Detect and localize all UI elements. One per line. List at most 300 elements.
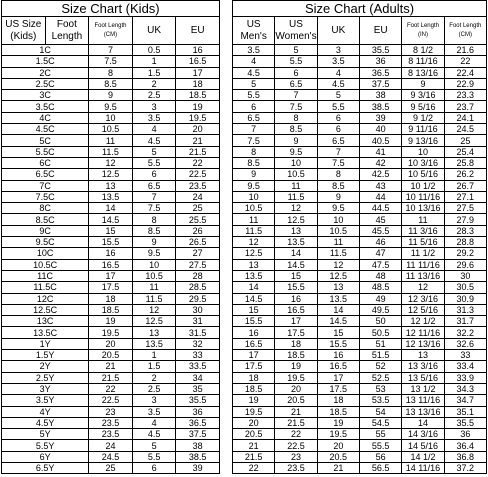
kids-cell-uk: 2 [132, 78, 176, 89]
adults-cell-us-womens: 6 [275, 67, 317, 78]
adults-cell-us-mens: 4.5 [233, 67, 275, 78]
adults-table-row [233, 157, 487, 168]
kids-cell-foot-length: 23.5 [89, 429, 133, 440]
adults-size-table [232, 0, 487, 474]
adults-cell-uk: 9 [317, 191, 359, 202]
adults-table-row [233, 191, 487, 202]
adults-cell-us-mens: 11 [233, 214, 275, 225]
adults-cell-foot-length-in: 8 1/2 [402, 45, 444, 56]
adults-cell-us-mens: 20.5 [233, 429, 275, 440]
kids-cell-uk: 3 [132, 395, 176, 406]
kids-cell-uk: 10 [132, 259, 176, 270]
kids-cell-uk: 2.5 [132, 90, 176, 101]
adults-cell-us-womens: 21 [275, 406, 317, 417]
kids-table-row [2, 372, 220, 383]
adults-cell-us-mens: 20 [233, 417, 275, 428]
adults-cell-eu: 52 [359, 361, 401, 372]
kids-cell-eu: 26 [176, 225, 220, 236]
adults-cell-foot-length-cm: 29.6 [444, 259, 486, 270]
adults-table-row [233, 451, 487, 462]
kids-cell-foot-length: 8.5 [89, 78, 133, 89]
adults-cell-us-mens: 14.5 [233, 293, 275, 304]
kids-cell-eu: 21.5 [176, 146, 220, 157]
adults-cell-foot-length-in: 8 11/16 [402, 56, 444, 67]
adults-cell-foot-length-in: 9 5/16 [402, 101, 444, 112]
kids-cell-us-size: 4C [2, 112, 89, 123]
adults-table-row [233, 203, 487, 214]
kids-cell-us-size: 5.5C [2, 146, 89, 157]
kids-table-row [2, 180, 220, 191]
kids-cell-uk: 4 [132, 417, 176, 428]
adults-cell-us-mens: 7 [233, 124, 275, 135]
adults-cell-eu: 43 [359, 180, 401, 191]
kids-table-row [2, 67, 220, 78]
adults-cell-foot-length-cm: 36.4 [444, 440, 486, 451]
adults-cell-foot-length-cm: 23.7 [444, 101, 486, 112]
adults-table-row [233, 462, 487, 473]
adults-cell-us-mens: 10 [233, 191, 275, 202]
kids-cell-eu: 36 [176, 406, 220, 417]
kids-size-table [1, 0, 220, 474]
adults-cell-us-womens: 14.5 [275, 259, 317, 270]
kids-cell-uk: 7 [132, 191, 176, 202]
kids-cell-uk: 1 [132, 56, 176, 67]
kids-table-row [2, 248, 220, 259]
adults-cell-uk: 15 [317, 327, 359, 338]
adults-cell-foot-length-in: 13 11/16 [402, 395, 444, 406]
adults-cell-foot-length-cm: 29.2 [444, 248, 486, 259]
adults-cell-foot-length-cm: 22.4 [444, 67, 486, 78]
kids-cell-us-size: 2.5Y [2, 372, 89, 383]
kids-cell-eu: 22.5 [176, 169, 220, 180]
kids-cell-foot-length: 12.5 [89, 169, 133, 180]
kids-cell-eu: 16.5 [176, 56, 220, 67]
kids-cell-eu: 25 [176, 203, 220, 214]
kids-table-row [2, 157, 220, 168]
kids-cell-uk: 4.5 [132, 429, 176, 440]
adults-header-us-mens: US Men's [233, 17, 275, 45]
adults-cell-foot-length-in: 10 5/16 [402, 169, 444, 180]
adults-cell-foot-length-cm: 30.5 [444, 282, 486, 293]
kids-cell-us-size: 5C [2, 135, 89, 146]
kids-cell-us-size: 2.5C [2, 78, 89, 89]
kids-cell-us-size: 13.5C [2, 327, 89, 338]
adults-table-row [233, 372, 487, 383]
adults-cell-uk: 12 [317, 259, 359, 270]
kids-cell-eu: 33 [176, 350, 220, 361]
kids-cell-foot-length: 19.5 [89, 327, 133, 338]
kids-cell-us-size: 7C [2, 180, 89, 191]
adults-cell-foot-length-cm: 37.2 [444, 462, 486, 473]
adults-cell-us-mens: 17.5 [233, 361, 275, 372]
adults-cell-uk: 16 [317, 350, 359, 361]
kids-table-row [2, 316, 220, 327]
kids-cell-us-size: 1.5Y [2, 350, 89, 361]
adults-cell-uk: 5 [317, 90, 359, 101]
adults-cell-foot-length-in: 11 11/16 [402, 259, 444, 270]
adults-table-row [233, 361, 487, 372]
kids-cell-foot-length: 14.5 [89, 214, 133, 225]
kids-cell-foot-length: 17 [89, 270, 133, 281]
kids-cell-us-size: 6.5Y [2, 462, 89, 473]
kids-cell-eu: 23.5 [176, 180, 220, 191]
kids-table-row [2, 101, 220, 112]
adults-cell-uk: 15.5 [317, 338, 359, 349]
adults-cell-eu: 36 [359, 56, 401, 67]
adults-table-row [233, 169, 487, 180]
kids-table-row [2, 124, 220, 135]
adults-cell-uk: 3.5 [317, 56, 359, 67]
kids-cell-foot-length: 12 [89, 157, 133, 168]
adults-table-row [233, 417, 487, 428]
adults-cell-foot-length-cm: 32.2 [444, 327, 486, 338]
adults-cell-foot-length-cm: 34.3 [444, 383, 486, 394]
adults-cell-eu: 54.5 [359, 417, 401, 428]
kids-cell-foot-length: 13 [89, 180, 133, 191]
kids-table-row [2, 338, 220, 349]
adults-table-body [233, 45, 487, 474]
adults-cell-foot-length-cm: 33 [444, 350, 486, 361]
kids-header-us-size: US Size (Kids) [2, 17, 46, 45]
kids-cell-us-size: 4.5C [2, 124, 89, 135]
adults-header-eu: EU [359, 17, 401, 45]
kids-table-row [2, 90, 220, 101]
adults-cell-foot-length-cm: 21.6 [444, 45, 486, 56]
kids-cell-us-size: 13C [2, 316, 89, 327]
adults-cell-us-mens: 7.5 [233, 135, 275, 146]
adults-cell-foot-length-in: 14 [402, 417, 444, 428]
adults-cell-us-mens: 6.5 [233, 112, 275, 123]
adults-cell-us-womens: 19 [275, 361, 317, 372]
kids-cell-eu: 38 [176, 440, 220, 451]
adults-cell-us-womens: 5.5 [275, 56, 317, 67]
adults-cell-foot-length-cm: 33.4 [444, 361, 486, 372]
adults-cell-us-womens: 9 [275, 135, 317, 146]
adults-cell-us-mens: 12.5 [233, 248, 275, 259]
kids-cell-us-size: 2Y [2, 361, 89, 372]
adults-cell-uk: 16.5 [317, 361, 359, 372]
adults-cell-foot-length-cm: 31.7 [444, 316, 486, 327]
adults-cell-foot-length-in: 12 1/2 [402, 316, 444, 327]
adults-cell-foot-length-cm: 26.7 [444, 180, 486, 191]
kids-cell-eu: 25.5 [176, 214, 220, 225]
adults-cell-foot-length-in: 9 11/16 [402, 124, 444, 135]
kids-table-row [2, 146, 220, 157]
kids-cell-us-size: 5.5Y [2, 440, 89, 451]
adults-cell-eu: 55 [359, 429, 401, 440]
kids-cell-uk: 8.5 [132, 225, 176, 236]
adults-cell-eu: 55.5 [359, 440, 401, 451]
adults-cell-eu: 44 [359, 191, 401, 202]
kids-cell-uk: 9 [132, 237, 176, 248]
adults-table-row [233, 124, 487, 135]
adults-cell-us-womens: 7 [275, 90, 317, 101]
adults-table-row [233, 429, 487, 440]
adults-cell-foot-length-in: 9 13/16 [402, 135, 444, 146]
adults-cell-foot-length-in: 9 [402, 78, 444, 89]
adults-cell-foot-length-cm: 34.7 [444, 395, 486, 406]
adults-cell-uk: 13.5 [317, 293, 359, 304]
kids-cell-uk: 7.5 [132, 203, 176, 214]
kids-cell-eu: 19.5 [176, 112, 220, 123]
kids-cell-eu: 18.5 [176, 90, 220, 101]
adults-cell-foot-length-cm: 36 [444, 429, 486, 440]
adults-cell-uk: 3 [317, 45, 359, 56]
kids-table-row [2, 440, 220, 451]
kids-header-foot-length: Foot Length [45, 17, 89, 45]
adults-cell-uk: 4.5 [317, 78, 359, 89]
adults-cell-foot-length-cm: 27.9 [444, 214, 486, 225]
kids-cell-us-size: 3.5C [2, 101, 89, 112]
adults-cell-foot-length-in: 11 [402, 214, 444, 225]
adults-cell-uk: 7 [317, 146, 359, 157]
adults-cell-us-mens: 3.5 [233, 45, 275, 56]
kids-cell-foot-length: 15.5 [89, 237, 133, 248]
adults-cell-uk: 5.5 [317, 101, 359, 112]
adults-cell-eu: 42 [359, 157, 401, 168]
adults-cell-us-womens: 15.5 [275, 282, 317, 293]
adults-cell-foot-length-in: 14 11/16 [402, 462, 444, 473]
kids-table-row [2, 112, 220, 123]
kids-cell-eu: 39 [176, 462, 220, 473]
kids-cell-foot-length: 13.5 [89, 191, 133, 202]
adults-cell-uk: 19.5 [317, 429, 359, 440]
kids-cell-eu: 27.5 [176, 259, 220, 270]
kids-cell-eu: 26.5 [176, 237, 220, 248]
adults-cell-foot-length-cm: 25.8 [444, 157, 486, 168]
adults-cell-foot-length-in: 11 3/16 [402, 225, 444, 236]
adults-cell-foot-length-in: 10 13/16 [402, 203, 444, 214]
kids-cell-uk: 6 [132, 169, 176, 180]
adults-cell-eu: 48 [359, 270, 401, 281]
adults-table-row [233, 440, 487, 451]
kids-cell-uk: 2 [132, 372, 176, 383]
kids-cell-foot-length: 14 [89, 203, 133, 214]
adults-table-row [233, 237, 487, 248]
adults-cell-foot-length-cm: 33.9 [444, 372, 486, 383]
kids-header-eu: EU [176, 17, 220, 45]
kids-table-row [2, 214, 220, 225]
kids-cell-foot-length: 7 [89, 45, 133, 56]
adults-cell-uk: 14 [317, 304, 359, 315]
kids-cell-uk: 1 [132, 350, 176, 361]
adults-cell-us-womens: 10.5 [275, 169, 317, 180]
kids-cell-uk: 2.5 [132, 383, 176, 394]
adults-cell-eu: 52.5 [359, 372, 401, 383]
adults-cell-us-womens: 19.5 [275, 372, 317, 383]
adults-table-row [233, 338, 487, 349]
kids-cell-us-size: 4Y [2, 406, 89, 417]
adults-cell-us-womens: 17.5 [275, 327, 317, 338]
adults-cell-eu: 50 [359, 316, 401, 327]
adults-cell-foot-length-in: 9 1/2 [402, 112, 444, 123]
adults-table-row [233, 180, 487, 191]
adults-cell-us-mens: 17 [233, 350, 275, 361]
adults-cell-foot-length-in: 8 13/16 [402, 67, 444, 78]
adults-cell-foot-length-cm: 35.5 [444, 417, 486, 428]
kids-cell-foot-length: 24.5 [89, 451, 133, 462]
adults-table-row [233, 67, 487, 78]
adults-cell-eu: 39 [359, 112, 401, 123]
adults-cell-foot-length-cm: 22.9 [444, 78, 486, 89]
kids-table-row [2, 304, 220, 315]
kids-table-title: Size Chart (Kids) [2, 1, 220, 17]
adults-cell-foot-length-cm: 28.8 [444, 237, 486, 248]
adults-cell-foot-length-in: 14 3/16 [402, 429, 444, 440]
kids-cell-us-size: 4.5Y [2, 417, 89, 428]
adults-cell-foot-length-in: 14 5/16 [402, 440, 444, 451]
adults-cell-eu: 50.5 [359, 327, 401, 338]
adults-cell-eu: 42.5 [359, 169, 401, 180]
kids-cell-uk: 3 [132, 101, 176, 112]
kids-cell-foot-length: 25 [89, 462, 133, 473]
kids-header-uk: UK [132, 17, 176, 45]
adults-header-uk: UK [317, 17, 359, 45]
kids-cell-foot-length: 19 [89, 316, 133, 327]
adults-table-row [233, 248, 487, 259]
kids-table-row [2, 78, 220, 89]
kids-cell-uk: 12.5 [132, 316, 176, 327]
kids-table-row [2, 225, 220, 236]
adults-cell-us-mens: 12 [233, 237, 275, 248]
adults-cell-uk: 10.5 [317, 225, 359, 236]
kids-cell-foot-length: 22 [89, 383, 133, 394]
kids-cell-eu: 35 [176, 383, 220, 394]
kids-table-row [2, 56, 220, 67]
adults-cell-foot-length-in: 11 13/16 [402, 270, 444, 281]
adults-cell-foot-length-cm: 24.5 [444, 124, 486, 135]
kids-cell-uk: 4.5 [132, 135, 176, 146]
adults-cell-eu: 51 [359, 338, 401, 349]
adults-cell-us-mens: 4 [233, 56, 275, 67]
adults-cell-us-womens: 17 [275, 316, 317, 327]
adults-cell-us-womens: 9.5 [275, 146, 317, 157]
adults-table-row [233, 304, 487, 315]
kids-cell-uk: 3.5 [132, 112, 176, 123]
adults-cell-eu: 37.5 [359, 78, 401, 89]
kids-cell-us-size: 6Y [2, 451, 89, 462]
adults-cell-us-womens: 12.5 [275, 214, 317, 225]
adults-table-row [233, 395, 487, 406]
adults-cell-us-womens: 13.5 [275, 237, 317, 248]
kids-cell-eu: 31.5 [176, 327, 220, 338]
adults-cell-foot-length-in: 12 3/16 [402, 293, 444, 304]
adults-cell-us-womens: 13 [275, 225, 317, 236]
kids-cell-eu: 27 [176, 248, 220, 259]
adults-cell-foot-length-cm: 28.3 [444, 225, 486, 236]
adults-cell-eu: 54 [359, 406, 401, 417]
adults-cell-eu: 56 [359, 451, 401, 462]
adults-cell-us-womens: 23.5 [275, 462, 317, 473]
adults-cell-eu: 51.5 [359, 350, 401, 361]
adults-cell-us-mens: 18.5 [233, 383, 275, 394]
kids-table-row [2, 270, 220, 281]
adults-cell-foot-length-in: 12 [402, 282, 444, 293]
adults-cell-foot-length-in: 13 3/16 [402, 361, 444, 372]
adults-cell-us-mens: 9 [233, 169, 275, 180]
adults-cell-eu: 48.5 [359, 282, 401, 293]
kids-cell-eu: 33.5 [176, 361, 220, 372]
adults-cell-us-womens: 11.5 [275, 191, 317, 202]
kids-cell-foot-length: 9 [89, 90, 133, 101]
adults-cell-foot-length-cm: 24.1 [444, 112, 486, 123]
kids-cell-uk: 0.5 [132, 45, 176, 56]
adults-cell-foot-length-in: 13 [402, 350, 444, 361]
adults-cell-uk: 6 [317, 124, 359, 135]
adults-cell-foot-length-cm: 30 [444, 270, 486, 281]
adults-table-row [233, 135, 487, 146]
kids-cell-eu: 34 [176, 372, 220, 383]
kids-cell-eu: 22 [176, 157, 220, 168]
kids-cell-foot-length: 22.5 [89, 395, 133, 406]
kids-cell-us-size: 6.5C [2, 169, 89, 180]
kids-table-body [2, 45, 220, 474]
adults-cell-us-womens: 5 [275, 45, 317, 56]
kids-cell-us-size: 5Y [2, 429, 89, 440]
adults-cell-uk: 13 [317, 282, 359, 293]
kids-table-row [2, 169, 220, 180]
kids-cell-us-size: 6C [2, 157, 89, 168]
adults-table-row [233, 225, 487, 236]
kids-cell-uk: 5 [132, 146, 176, 157]
kids-cell-us-size: 12C [2, 293, 89, 304]
adults-cell-foot-length-in: 9 3/16 [402, 90, 444, 101]
adults-cell-uk: 11 [317, 237, 359, 248]
adults-cell-us-womens: 6.5 [275, 78, 317, 89]
adults-cell-eu: 49 [359, 293, 401, 304]
adults-table-row [233, 90, 487, 101]
kids-cell-foot-length: 23 [89, 406, 133, 417]
adults-cell-uk: 8 [317, 169, 359, 180]
kids-cell-eu: 29.5 [176, 293, 220, 304]
kids-cell-us-size: 1C [2, 45, 89, 56]
adults-cell-uk: 20.5 [317, 451, 359, 462]
adults-cell-eu: 53 [359, 383, 401, 394]
kids-cell-foot-length: 15 [89, 225, 133, 236]
adults-cell-eu: 53.5 [359, 395, 401, 406]
kids-cell-eu: 17 [176, 67, 220, 78]
kids-cell-us-size: 3Y [2, 383, 89, 394]
adults-cell-foot-length-cm: 27.1 [444, 191, 486, 202]
kids-cell-foot-length: 11 [89, 135, 133, 146]
kids-cell-uk: 9.5 [132, 248, 176, 259]
adults-cell-uk: 9.5 [317, 203, 359, 214]
kids-cell-us-size: 10.5C [2, 259, 89, 270]
adults-cell-us-mens: 16 [233, 327, 275, 338]
adults-cell-us-womens: 22.5 [275, 440, 317, 451]
adults-cell-us-mens: 15 [233, 304, 275, 315]
adults-cell-us-womens: 10 [275, 157, 317, 168]
adults-cell-us-mens: 9.5 [233, 180, 275, 191]
adults-cell-eu: 44.5 [359, 203, 401, 214]
adults-cell-foot-length-cm: 32.6 [444, 338, 486, 349]
adults-header-foot-length-in: Foot Length (IN) [402, 17, 444, 45]
adults-cell-foot-length-cm: 22 [444, 56, 486, 67]
adults-cell-uk: 20 [317, 440, 359, 451]
kids-cell-eu: 18 [176, 78, 220, 89]
adults-cell-foot-length-in: 13 5/16 [402, 372, 444, 383]
kids-cell-foot-length: 10.5 [89, 124, 133, 135]
adults-cell-us-womens: 16.5 [275, 304, 317, 315]
adults-table-row [233, 327, 487, 338]
kids-cell-eu: 36.5 [176, 417, 220, 428]
kids-cell-uk: 5.5 [132, 451, 176, 462]
kids-cell-uk: 5.5 [132, 157, 176, 168]
kids-cell-uk: 12 [132, 304, 176, 315]
adults-cell-us-womens: 18.5 [275, 350, 317, 361]
kids-cell-foot-length: 10 [89, 112, 133, 123]
adults-cell-foot-length-in: 10 11/16 [402, 191, 444, 202]
